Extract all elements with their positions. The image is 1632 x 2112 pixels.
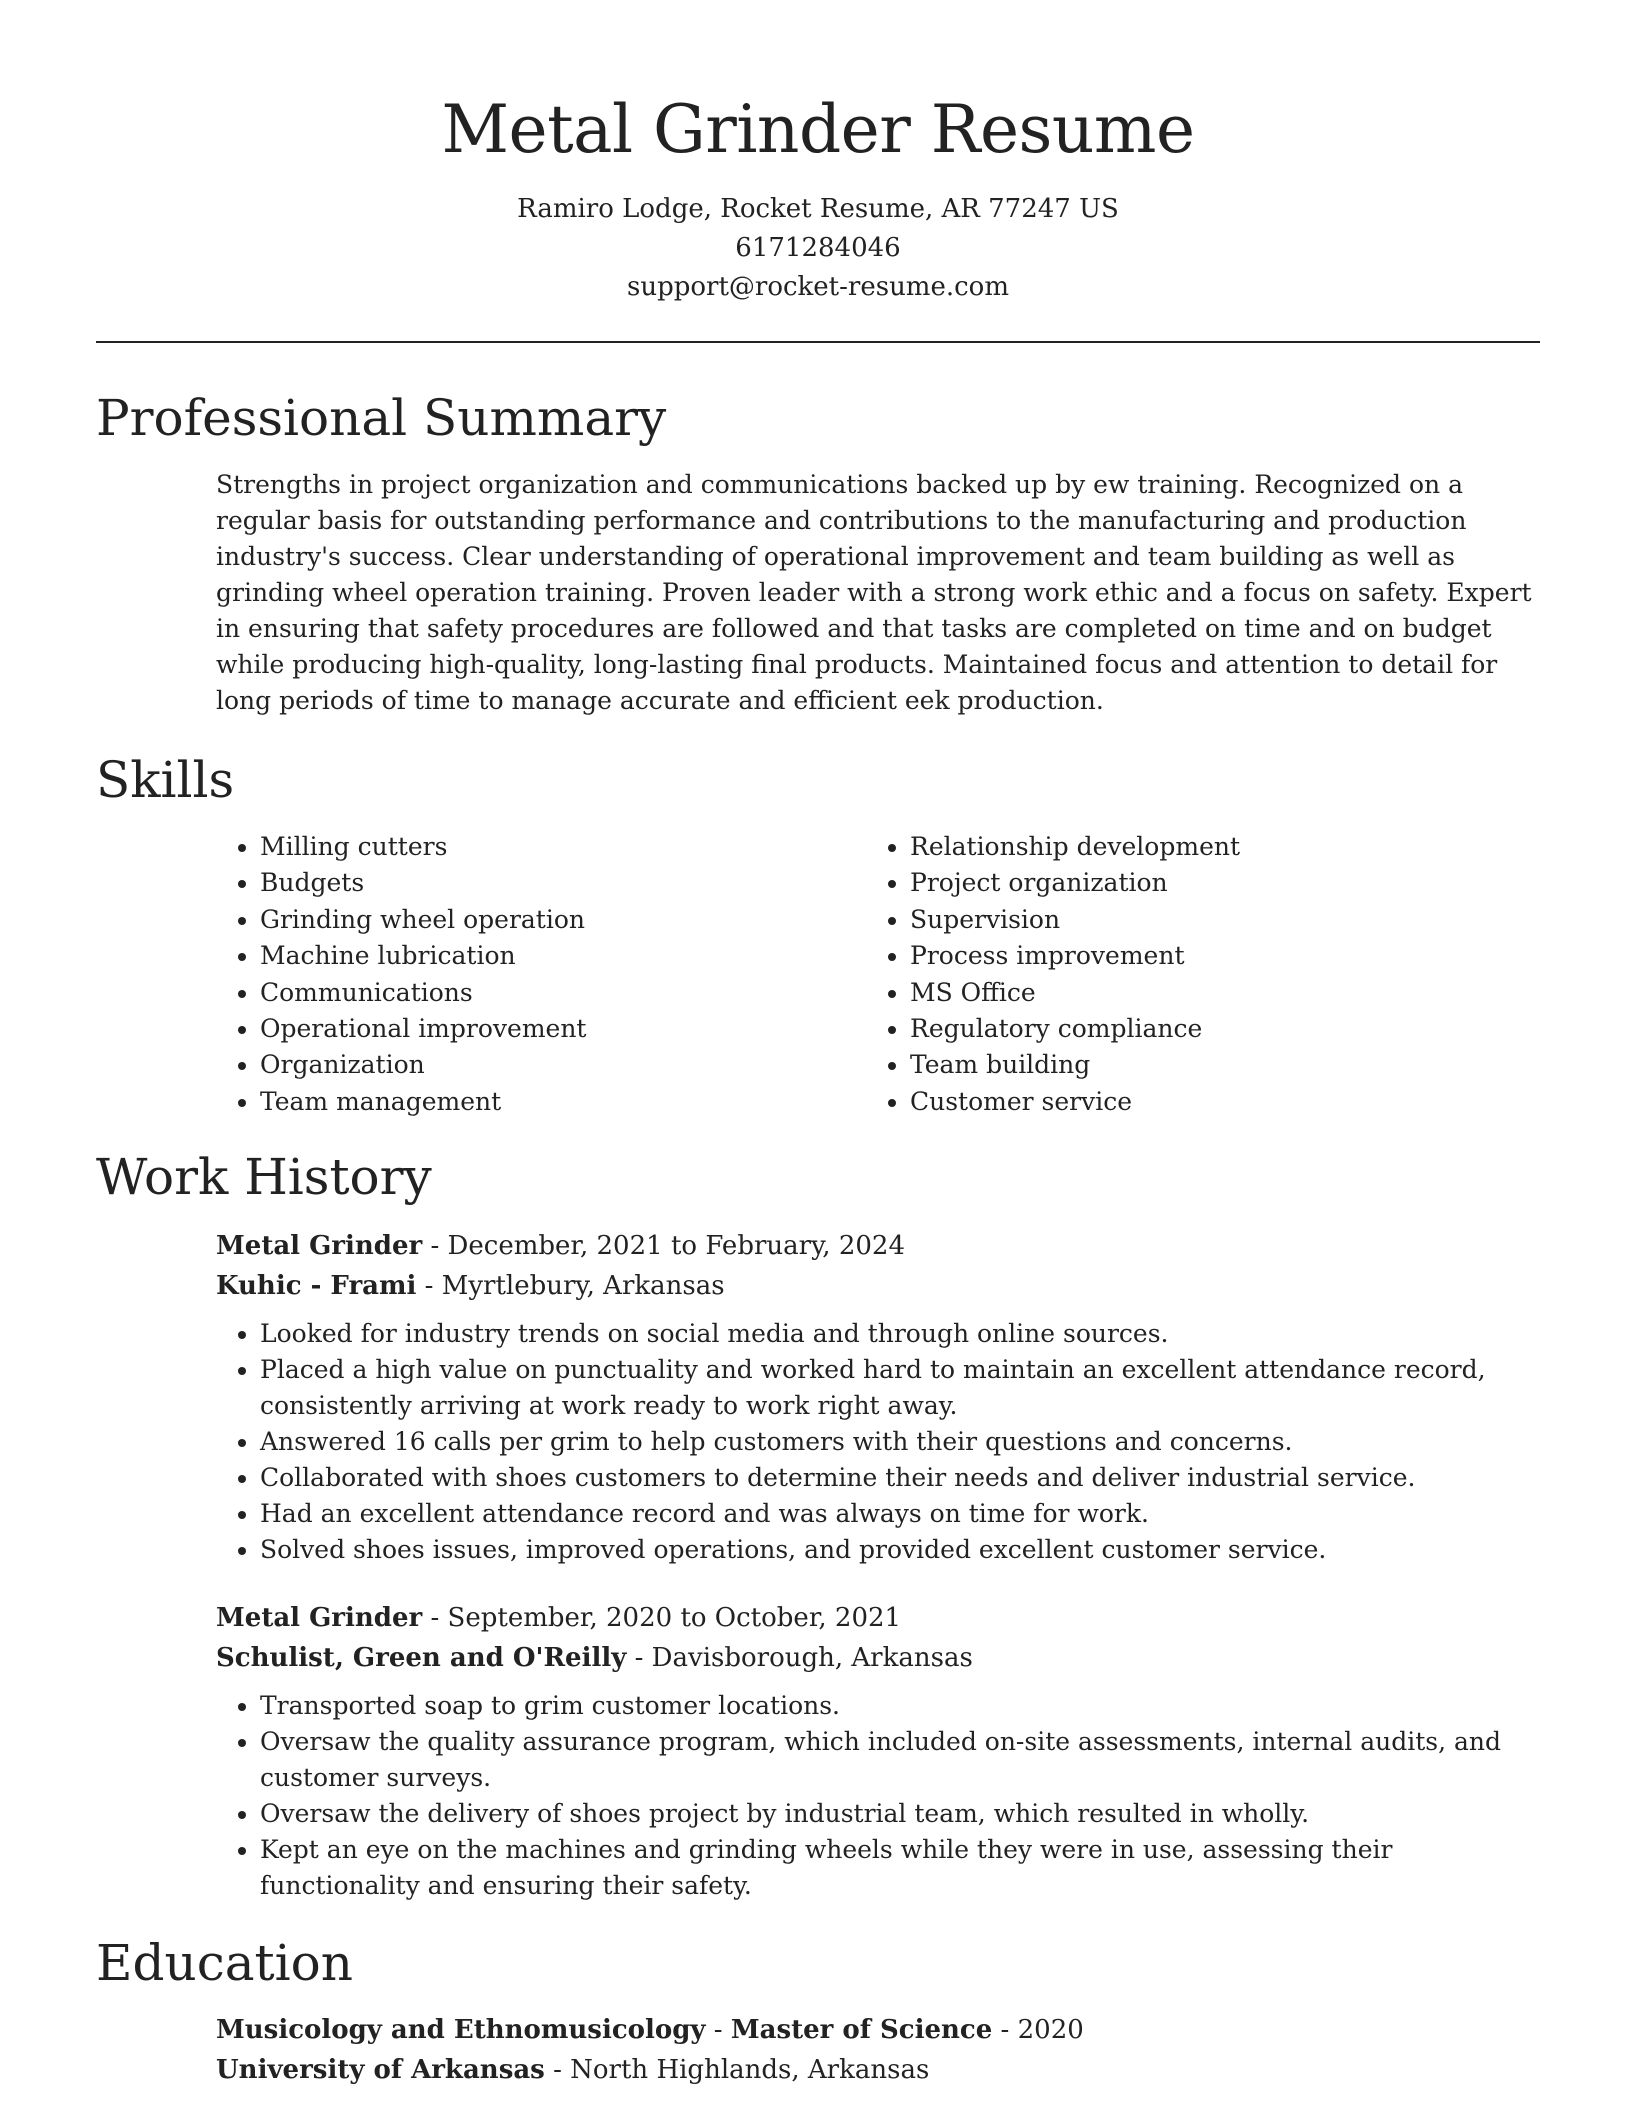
skill-item: • Regulatory compliance — [910, 1011, 1516, 1047]
education-body — [216, 2010, 1540, 2090]
job-bullet: • Transported soap to grim customer locations. — [260, 1688, 1540, 1724]
skill-item: • Machine lubrication — [260, 938, 866, 974]
job-bullet: • Answered 16 calls per grim to help customers with their questions and concerns. — [260, 1424, 1540, 1460]
education-field: Musicology and Ethnomusicology — [216, 2015, 706, 2046]
skill-item: • MS Office — [910, 975, 1516, 1011]
contact-phone: 6171284046 — [735, 233, 901, 263]
skills-heading: Skills — [96, 751, 235, 809]
job-title: Metal Grinder — [216, 1231, 423, 1262]
resume-page — [96, 0, 1540, 2090]
skills-column-right — [866, 829, 1516, 1120]
job-title-line: Metal Grinder - December, 2021 to February, 2024 — [216, 1231, 905, 1262]
page-title: Metal Grinder Resume — [441, 91, 1195, 168]
job-company: Schulist, Green and O'Reilly — [216, 1643, 627, 1674]
skill-item: • Milling cutters — [260, 829, 866, 865]
contact-email: support@rocket-resume.com — [626, 272, 1009, 302]
summary-heading: Professional Summary — [96, 389, 667, 447]
education-degree: Master of Science — [730, 2015, 993, 2046]
skill-item: • Team management — [260, 1084, 866, 1120]
work-section — [96, 1142, 1540, 1904]
job-title-line: Metal Grinder - September, 2020 to October, 2021 — [216, 1603, 902, 1634]
job-bullet: • Solved shoes issues, improved operations, and provided excellent customer service. — [260, 1532, 1540, 1568]
job-bullet: • Collaborated with shoes customers to determine their needs and deliver industrial service. — [260, 1460, 1540, 1496]
education-school-line: University of Arkansas - North Highlands, Arkansas — [216, 2055, 930, 2086]
job-bullets — [216, 1688, 1540, 1904]
skills-section — [96, 745, 1540, 1120]
summary-section — [96, 383, 1540, 719]
job-bullet: • Kept an eye on the machines and grinding wheels while they were in use, assessing their functionality and ensuring their safety. — [260, 1832, 1540, 1904]
skill-item: • Communications — [260, 975, 866, 1011]
skill-item: • Budgets — [260, 865, 866, 901]
job-dates: December, 2021 to February, 2024 — [447, 1231, 905, 1262]
skill-item: • Project organization — [910, 865, 1516, 901]
summary-text: Strengths in project organization and communications backed up by ew training. Recognized on a regular basis for outstanding performance and contributions to the manufacturing and production industry's success. Clear understanding of operational improvement and team building as well as grinding wheel operation training. Proven leader with a strong work ethic and a focus on safety. Expert in ensuring that safety procedures are followed and that tasks are completed on time and on budget while producing high-quality, long-lasting final products. Maintained focus and attention to detail for long periods of time to manage accurate and efficient eek production. — [216, 470, 1532, 715]
education-school: University of Arkansas — [216, 2055, 545, 2086]
education-location: North Highlands, Arkansas — [570, 2055, 930, 2086]
skill-item: • Customer service — [910, 1084, 1516, 1120]
skills-list-right — [866, 829, 1516, 1120]
job-company-line: Kuhic - Frami - Myrtlebury, Arkansas — [216, 1271, 725, 1302]
job-company-line: Schulist, Green and O'Reilly - Davisborough, Arkansas — [216, 1643, 973, 1674]
skill-item: • Grinding wheel operation — [260, 902, 866, 938]
skills-columns — [216, 829, 1540, 1120]
skill-item: • Process improvement — [910, 938, 1516, 974]
contact-address: Ramiro Lodge, Rocket Resume, AR 77247 US — [517, 194, 1119, 224]
work-body — [216, 1226, 1540, 1904]
education-year: 2020 — [1017, 2015, 1084, 2046]
work-heading: Work History — [96, 1148, 432, 1207]
job-company: Kuhic - Frami — [216, 1271, 417, 1302]
summary-body — [216, 467, 1540, 719]
job-dates: September, 2020 to October, 2021 — [447, 1603, 902, 1634]
job-location: Myrtlebury, Arkansas — [441, 1271, 725, 1302]
resume-header — [96, 0, 1540, 307]
job-location: Davisborough, Arkansas — [651, 1643, 973, 1674]
job-bullet: • Oversaw the delivery of shoes project by industrial team, which resulted in wholly. — [260, 1796, 1540, 1832]
header-divider — [96, 341, 1540, 343]
skill-item: • Organization — [260, 1047, 866, 1083]
job-entry — [216, 1598, 1540, 1904]
education-degree-line: Musicology and Ethnomusicology - Master of Science - 2020 — [216, 2015, 1084, 2046]
skill-item: • Team building — [910, 1047, 1516, 1083]
job-bullet: • Oversaw the quality assurance program, which included on-site assessments, internal audits, and customer surveys. — [260, 1724, 1540, 1796]
contact-info — [96, 190, 1540, 307]
education-section — [96, 1928, 1540, 2090]
skills-list-left — [216, 829, 866, 1120]
job-bullet: • Looked for industry trends on social media and through online sources. — [260, 1316, 1540, 1352]
job-bullet: • Had an excellent attendance record and was always on time for work. — [260, 1496, 1540, 1532]
skill-item: • Operational improvement — [260, 1011, 866, 1047]
skill-item: • Relationship development — [910, 829, 1516, 865]
skills-column-left — [216, 829, 866, 1120]
job-bullets — [216, 1316, 1540, 1568]
job-entry — [216, 1226, 1540, 1568]
job-title: Metal Grinder — [216, 1603, 423, 1634]
skill-item: • Supervision — [910, 902, 1516, 938]
job-bullet: • Placed a high value on punctuality and worked hard to maintain an excellent attendance record, consistently arriving at work ready to work right away. — [260, 1352, 1540, 1424]
education-heading: Education — [96, 1934, 353, 1993]
